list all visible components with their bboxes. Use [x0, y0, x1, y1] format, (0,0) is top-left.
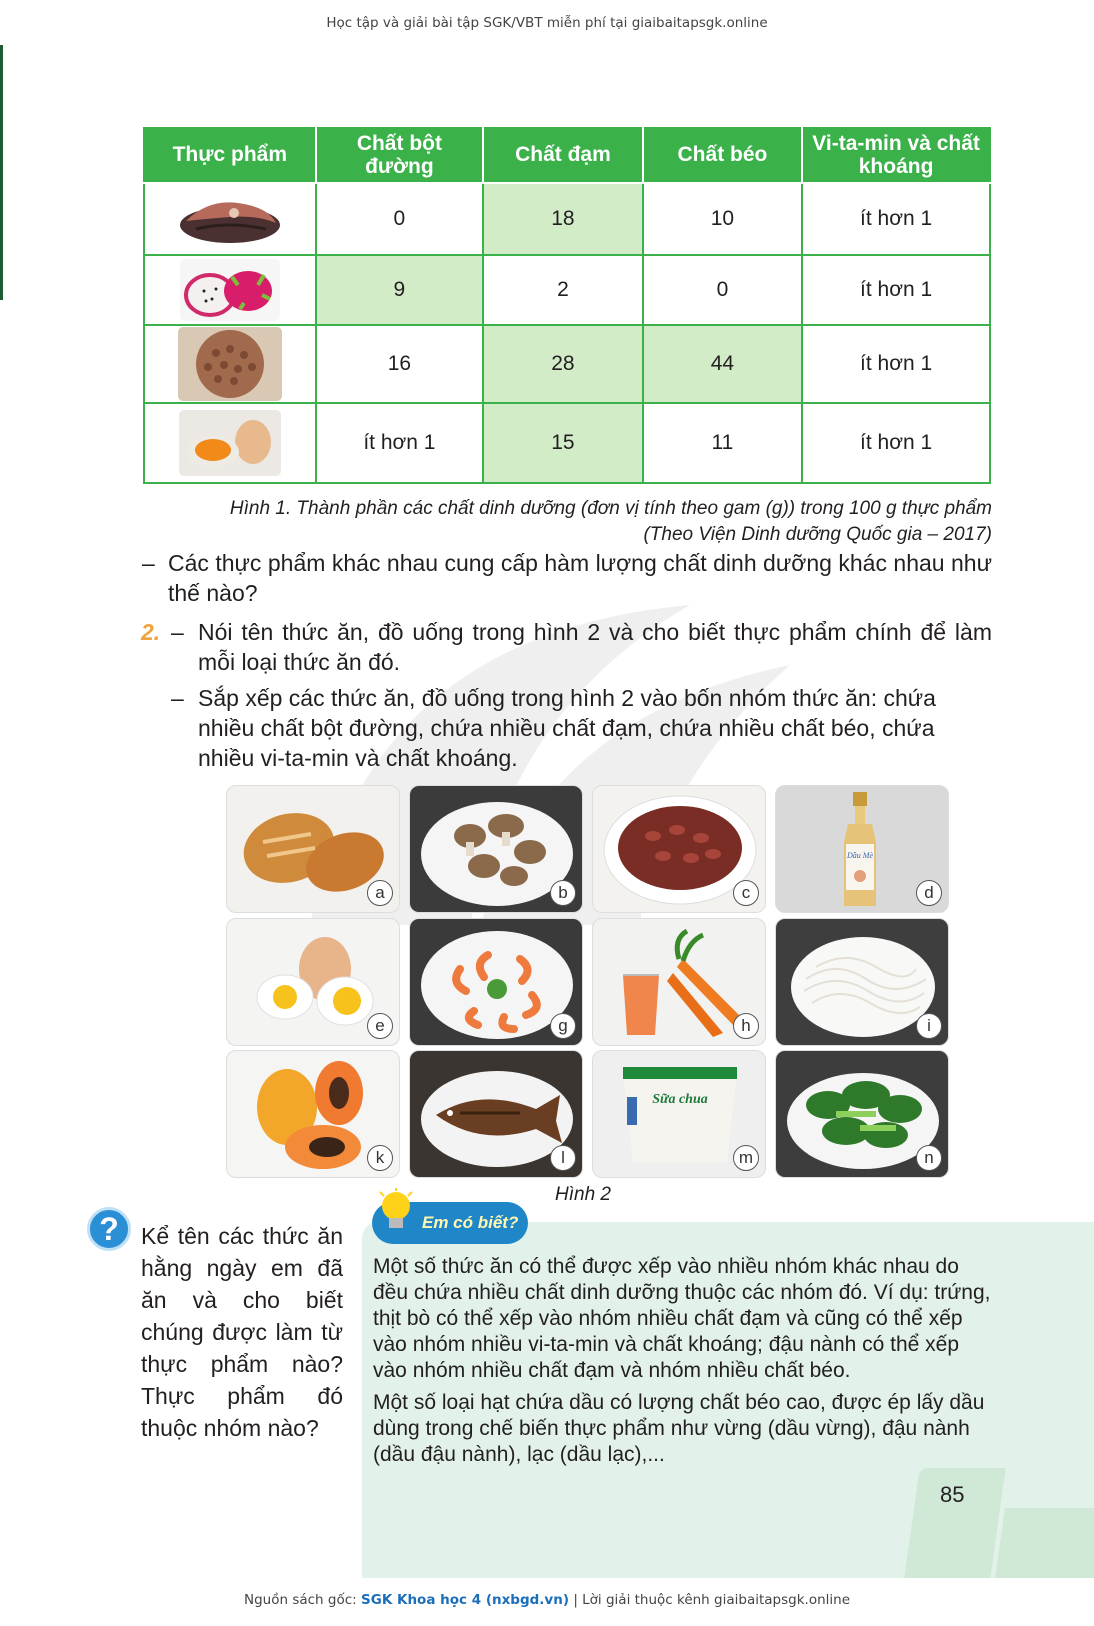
table-row [144, 183, 990, 255]
dragon-fruit-icon [180, 259, 280, 321]
table-cell: 9 [316, 255, 484, 325]
did-you-know-text [373, 1254, 993, 1474]
tile-label: m [733, 1145, 759, 1171]
dash-marker: – [171, 685, 184, 711]
table-cell: ít hơn 1 [802, 255, 990, 325]
table-cell: 18 [483, 183, 643, 255]
table-row [144, 255, 990, 325]
table-cell: 15 [483, 403, 643, 483]
table-cell: ít hơn 1 [802, 183, 990, 255]
food-tile [775, 785, 949, 913]
food-tile [592, 785, 766, 913]
page-tab-decoration [995, 1508, 1094, 1578]
table-cell: ít hơn 1 [802, 325, 990, 403]
col-header-food: Thực phẩm [144, 127, 316, 183]
nutrition-table [143, 127, 991, 484]
food-tile [226, 1050, 400, 1178]
dash-marker: – [142, 550, 155, 576]
table-cell: 11 [643, 403, 803, 483]
tile-label: g [550, 1013, 576, 1039]
tile-label: a [367, 880, 393, 906]
food-tile [409, 1050, 583, 1178]
table-row [144, 403, 990, 483]
col-header-carbs: Chất bột đường [316, 127, 484, 183]
figure2-caption: Hình 2 [555, 1184, 611, 1205]
fish-steak-icon [178, 191, 282, 247]
page-number: 85 [940, 1482, 965, 1507]
food-tile [592, 1050, 766, 1178]
food-tile [775, 918, 949, 1046]
header-note: Học tập và giải bài tập SGK/VBT miễn phí tại giaibaitapsgk.online [326, 15, 768, 31]
task2-number: 2. [141, 619, 161, 645]
question-icon: ? [87, 1207, 131, 1251]
figure1-caption-line1: Hình 1. Thành phần các chất dinh dưỡng (đơn vị tính theo gam (g)) trong 100 g thực phẩm [229, 498, 992, 519]
tile-label: k [367, 1145, 393, 1171]
figure1-caption [180, 496, 992, 548]
task2-item2: Sắp xếp các thức ăn, đồ uống trong hình 2 vào bốn nhóm thức ăn: chứa nhiều chất bột đường, chứa nhiều chất đạm, chứa nhiều chất béo, chứa nhiều vi-ta-min và chất khoáng. [198, 685, 936, 771]
table-cell: 2 [483, 255, 643, 325]
did-you-know-paragraph-2: Một số loại hạt chứa dầu có lượng chất béo cao, được ép lấy dầu dùng trong chế biến thực phẩm như vừng (dầu vừng), đậu nành (dầu đậu nành), lạc (dầu lạc),... [373, 1391, 985, 1466]
tile-label: e [367, 1013, 393, 1039]
bottle-label: Dầu Mè [847, 851, 873, 860]
food-tile [775, 1050, 949, 1178]
table-cell: 44 [643, 325, 803, 403]
table-row [144, 325, 990, 403]
col-header-fat: Chất béo [643, 127, 803, 183]
food-tile [409, 785, 583, 913]
figure1-caption-line2: (Theo Viện Dinh dưỡng Quốc gia – 2017) [643, 524, 992, 545]
table-cell: 10 [643, 183, 803, 255]
task2-item1: Nói tên thức ăn, đồ uống trong hình 2 và cho biết thực phẩm chính để làm mỗi loại thức ăn đó. [198, 619, 992, 675]
tile-label: l [550, 1145, 576, 1171]
table-cell: 0 [316, 183, 484, 255]
question-box-text: Kể tên các thức ăn hằng ngày em đã ăn và cho biết chúng được làm từ thực phẩm nào? Thực phẩm đó thuộc nhóm nào? [141, 1223, 343, 1441]
tile-label: d [916, 880, 942, 906]
dash-marker: – [171, 619, 184, 645]
peanuts-icon [178, 327, 282, 401]
yogurt-label: Sữa chua [652, 1092, 708, 1107]
footer-note [0, 1592, 1094, 1608]
table-cell: ít hơn 1 [802, 403, 990, 483]
footer-source-link[interactable]: SGK Khoa học 4 (nxbgd.vn) [361, 1592, 570, 1608]
footer-suffix: | Lời giải thuộc kênh giaibaitapsgk.online [573, 1592, 850, 1608]
did-you-know-tag: Em có biết? [372, 1202, 528, 1244]
tile-label: h [733, 1013, 759, 1039]
col-header-protein: Chất đạm [483, 127, 643, 183]
table-cell: 0 [643, 255, 803, 325]
table-cell: 16 [316, 325, 484, 403]
tile-label: c [733, 880, 759, 906]
table-cell: 28 [483, 325, 643, 403]
did-you-know-paragraph-1: Một số thức ăn có thể được xếp vào nhiều nhóm khác nhau do đều chứa nhiều chất dinh dưỡng thuộc các nhóm đó. Ví dụ: trứng, thịt bò có thể xếp vào nhóm nhiều chất đạm và cũng có thể xếp vào nhóm nhiều vi-ta-min và chất khoáng; đậu nành có thể xếp vào nhóm nhiều chất đạm và nhóm nhiều chất béo. [373, 1255, 991, 1382]
tile-label: b [550, 880, 576, 906]
food-tile [226, 918, 400, 1046]
figure2-image-grid [226, 785, 950, 1173]
col-header-vitamins: Vi-ta-min và chất khoáng [802, 127, 990, 183]
footer-prefix: Nguồn sách gốc: [244, 1592, 357, 1608]
page-edge-strip [0, 45, 3, 300]
question1-text: Các thực phẩm khác nhau cung cấp hàm lượng chất dinh dưỡng khác nhau như thế nào? [168, 550, 992, 606]
table-cell: ít hơn 1 [316, 403, 484, 483]
food-tile [409, 918, 583, 1046]
tile-label: i [916, 1013, 942, 1039]
egg-icon [179, 410, 281, 476]
food-tile [226, 785, 400, 913]
lightbulb-icon [376, 1188, 416, 1240]
tile-label: n [916, 1145, 942, 1171]
food-tile [592, 918, 766, 1046]
